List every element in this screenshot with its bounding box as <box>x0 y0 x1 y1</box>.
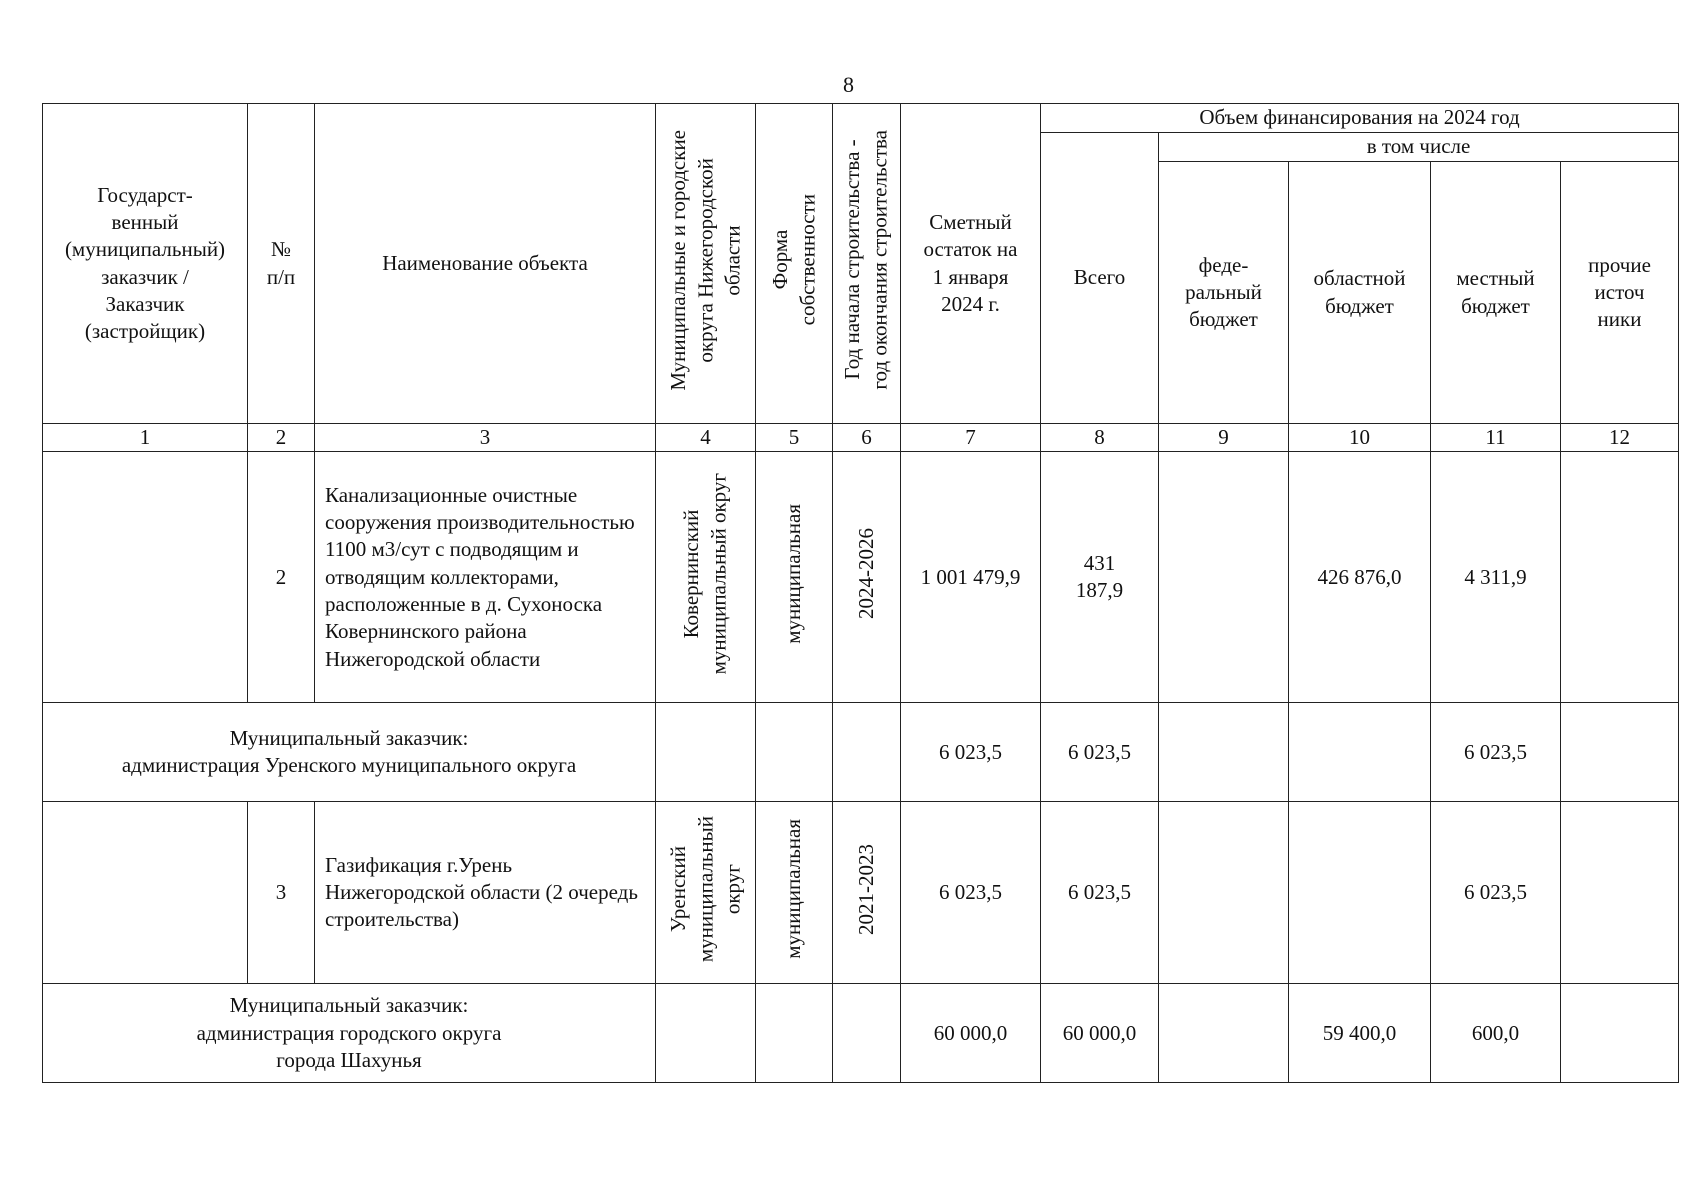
balance-cell: 1 001 479,9 <box>901 452 1041 703</box>
column-number: 12 <box>1561 424 1679 452</box>
header-object-name: Наименование объекта <box>315 104 656 424</box>
total-cell: 6 023,5 <box>1041 703 1159 802</box>
regional-cell <box>1289 703 1431 802</box>
local-cell: 4 311,9 <box>1431 452 1561 703</box>
total-cell: 60 000,0 <box>1041 984 1159 1083</box>
header-ownership: Форма собственности <box>756 104 833 424</box>
column-number: 8 <box>1041 424 1159 452</box>
header-customer: Государст- венный (муниципальный) заказчик / Заказчик (застройщик) <box>43 104 248 424</box>
ownership-cell <box>756 984 833 1083</box>
row-number: 3 <box>248 802 315 984</box>
budget-table <box>42 103 1679 1083</box>
balance-cell: 60 000,0 <box>901 984 1041 1083</box>
other-cell <box>1561 452 1679 703</box>
local-cell: 6 023,5 <box>1431 703 1561 802</box>
column-number: 7 <box>901 424 1041 452</box>
district-cell: Уренский муниципальный округ <box>656 802 756 984</box>
header-districts: Муниципальные и городские округа Нижегородской области <box>656 104 756 424</box>
header-other: прочие источ ники <box>1561 162 1679 424</box>
header-local: местный бюджет <box>1431 162 1561 424</box>
customer-row <box>43 984 1679 1083</box>
other-cell <box>1561 984 1679 1083</box>
header-balance: Сметный остаток на 1 января 2024 г. <box>901 104 1041 424</box>
column-number: 10 <box>1289 424 1431 452</box>
column-number-row <box>43 424 1679 452</box>
page-number: 8 <box>843 72 854 97</box>
federal-cell <box>1159 703 1289 802</box>
balance-cell: 6 023,5 <box>901 802 1041 984</box>
federal-cell <box>1159 452 1289 703</box>
header-years: Год начала строительства - год окончания строительства <box>833 104 901 424</box>
total-cell: 6 023,5 <box>1041 802 1159 984</box>
column-number: 3 <box>315 424 656 452</box>
other-cell <box>1561 703 1679 802</box>
customer-label: Муниципальный заказчик: администрация Уренского муниципального округа <box>43 703 656 802</box>
object-name: Газификация г.Урень Нижегородской области (2 очередь строительства) <box>315 802 656 984</box>
regional-cell <box>1289 802 1431 984</box>
object-name: Канализационные очистные сооружения производительностью 1100 м3/сут с подводящим и отводящим коллекторами, расположенные в д. Сухоноска Ковернинского района Нижегородской области <box>315 452 656 703</box>
ownership-cell <box>756 703 833 802</box>
header-total: Всего <box>1041 133 1159 424</box>
column-number: 5 <box>756 424 833 452</box>
customer-cell <box>43 802 248 984</box>
row-number: 2 <box>248 452 315 703</box>
header-row-1 <box>43 104 1679 133</box>
district-cell <box>656 984 756 1083</box>
table-row <box>43 802 1679 984</box>
district-cell: Ковернинский муниципальный округ <box>656 452 756 703</box>
district-cell <box>656 703 756 802</box>
customer-label: Муниципальный заказчик: администрация городского округа города Шахунья <box>43 984 656 1083</box>
total-cell: 431 187,9 <box>1041 452 1159 703</box>
balance-cell: 6 023,5 <box>901 703 1041 802</box>
header-funding-title: Объем финансирования на 2024 год <box>1041 104 1679 133</box>
customer-cell <box>43 452 248 703</box>
ownership-cell: муниципальная <box>756 452 833 703</box>
column-number: 6 <box>833 424 901 452</box>
customer-row <box>43 703 1679 802</box>
column-number: 2 <box>248 424 315 452</box>
regional-cell: 59 400,0 <box>1289 984 1431 1083</box>
ownership-cell: муниципальная <box>756 802 833 984</box>
local-cell: 600,0 <box>1431 984 1561 1083</box>
local-cell: 6 023,5 <box>1431 802 1561 984</box>
header-number: № п/п <box>248 104 315 424</box>
header-regional: областной бюджет <box>1289 162 1431 424</box>
years-cell <box>833 703 901 802</box>
regional-cell: 426 876,0 <box>1289 452 1431 703</box>
column-number: 11 <box>1431 424 1561 452</box>
header-including: в том числе <box>1159 133 1679 162</box>
column-number: 4 <box>656 424 756 452</box>
other-cell <box>1561 802 1679 984</box>
federal-cell <box>1159 984 1289 1083</box>
column-number: 1 <box>43 424 248 452</box>
header-federal: феде- ральный бюджет <box>1159 162 1289 424</box>
federal-cell <box>1159 802 1289 984</box>
years-cell <box>833 984 901 1083</box>
table-row <box>43 452 1679 703</box>
years-cell: 2024-2026 <box>833 452 901 703</box>
years-cell: 2021-2023 <box>833 802 901 984</box>
column-number: 9 <box>1159 424 1289 452</box>
